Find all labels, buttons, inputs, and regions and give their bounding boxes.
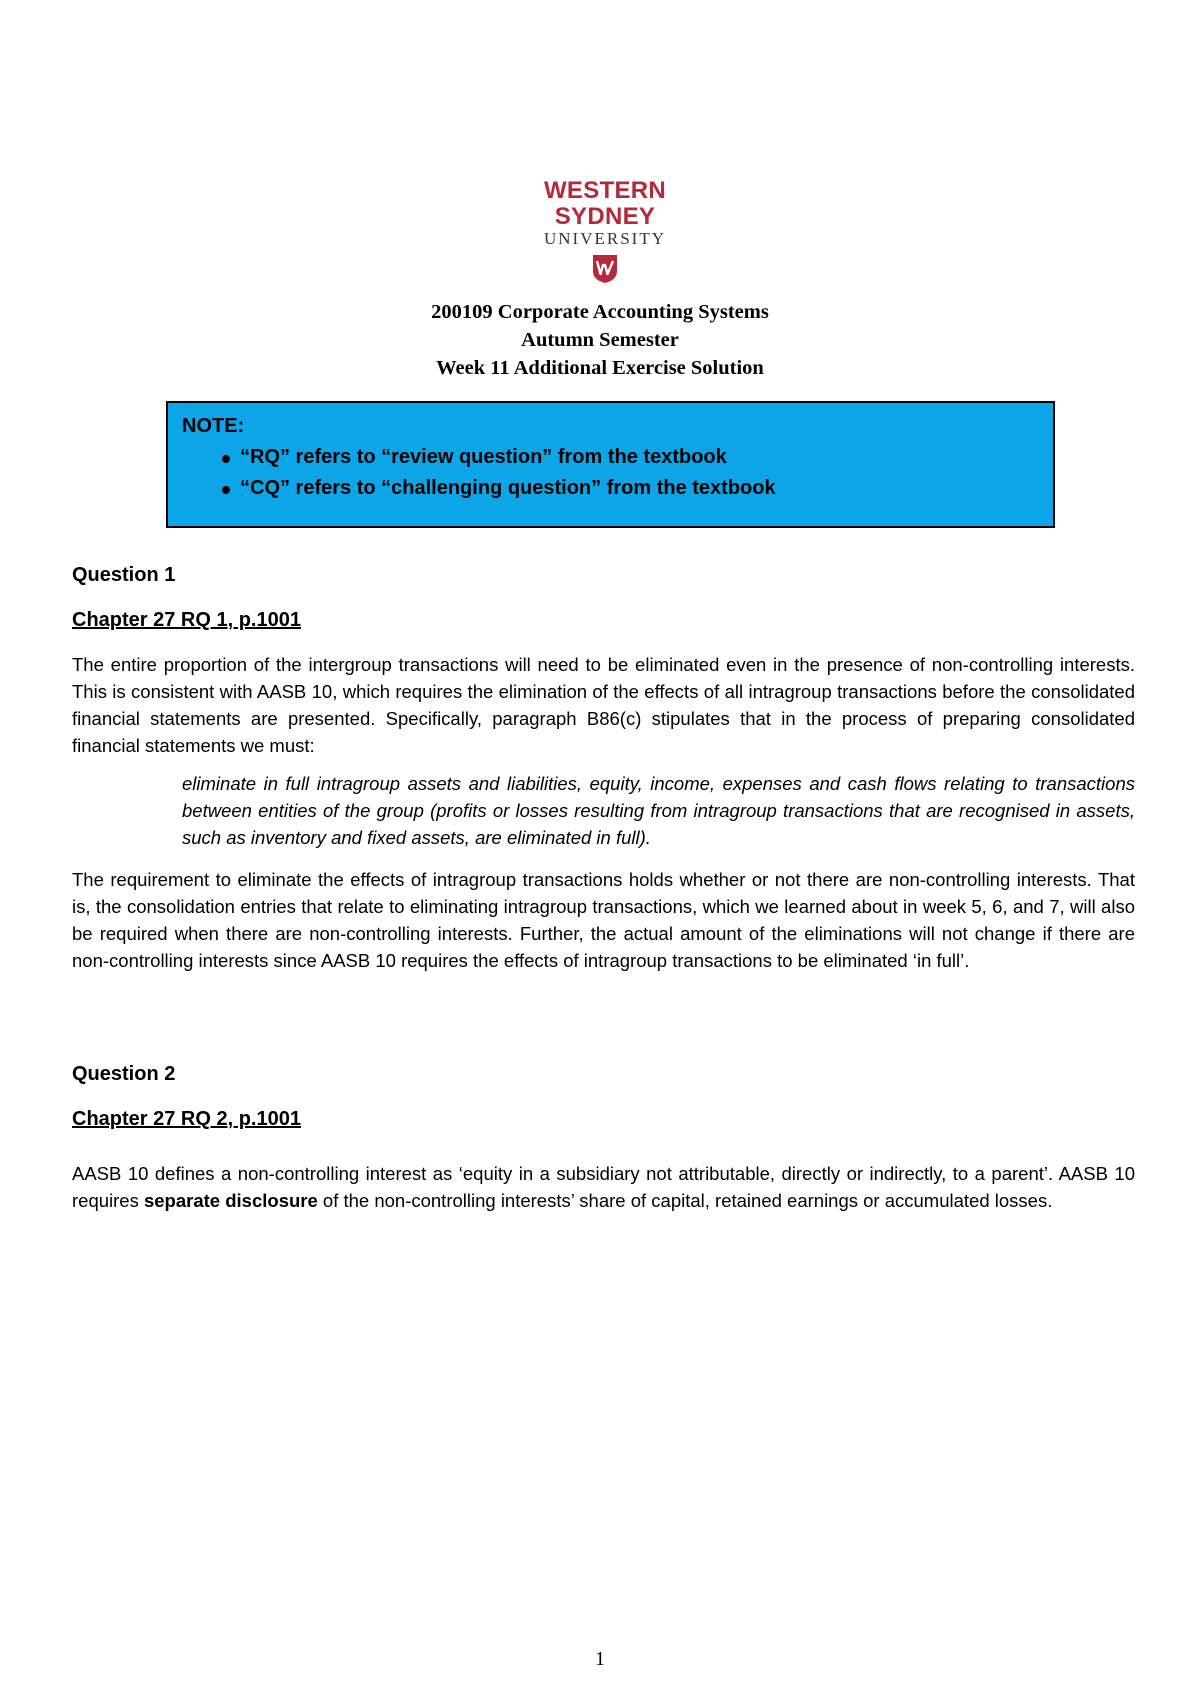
semester: Autumn Semester — [521, 329, 679, 351]
question-2-paragraph — [72, 1160, 1135, 1214]
question-1-paragraph-2: The requirement to eliminate the effects of intragroup transactions holds whether or not there are non-controlling interests. That is, the consolidation entries that relate to eliminating intragroup transactions, which we learned about in week 5, 6, and 7, will also be required when there are non-controlling interests. Further, the actual amount of the eliminations will not change if there are non-controlling interests since AASB 10 requires the effects of intragroup transactions to be eliminated ‘in full’. — [72, 869, 1135, 971]
crest-icon — [592, 254, 618, 284]
note-item: “RQ” refers to “review question” from the textbook — [182, 442, 1039, 473]
question-2-heading: Question 2 — [72, 1063, 176, 1085]
question-2-chapter: Chapter 27 RQ 2, p.1001 — [72, 1108, 301, 1130]
note-item: “CQ” refers to “challenging question” from the textbook — [182, 473, 1039, 504]
page-number: 1 — [595, 1648, 605, 1670]
document-title — [200, 298, 1000, 382]
note-heading: NOTE: — [182, 415, 245, 437]
question-1-paragraph-1: The entire proportion of the intergroup transactions will need to be eliminated even in the presence of non-controlling interests. This is consistent with AASB 10, which requires the elimination of the effects of all intragroup transactions before the consolidated financial statements are presented. Specifically, paragraph B86(c) stipulates that in the process of preparing consolidated financial statements we must: — [72, 654, 1135, 756]
paragraph-text: AASB 10 defines a non-controlling interest as ‘equity in a subsidiary not attributable, directly or indirectly, to a parent’. AASB 10 requires — [72, 1163, 1135, 1211]
logo-wordmark: WESTERN SYDNEY — [543, 177, 667, 230]
emphasis-text: separate disclosure — [143, 1190, 318, 1211]
question-1-quote: eliminate in full intragroup assets and liabilities, equity, income, expenses and cash flows relating to transactions between entities of the group (profits or losses resulting from intragroup transactions that are recognised in assets, such as inventory and fixed assets, are eliminated in full). — [182, 773, 1135, 848]
question-1-chapter: Chapter 27 RQ 1, p.1001 — [72, 609, 301, 631]
course-title: 200109 Corporate Accounting Systems — [431, 301, 769, 323]
exercise-title: Week 11 Additional Exercise Solution — [436, 357, 764, 379]
question-1-heading: Question 1 — [72, 564, 176, 586]
paragraph-text: of the non-controlling interests’ share of capital, retained earnings or accumulated losses. — [317, 1190, 1053, 1211]
note-list — [182, 442, 1039, 504]
logo-subtitle: UNIVERSITY — [544, 229, 666, 248]
note-box — [166, 401, 1055, 528]
university-logo — [495, 178, 715, 289]
